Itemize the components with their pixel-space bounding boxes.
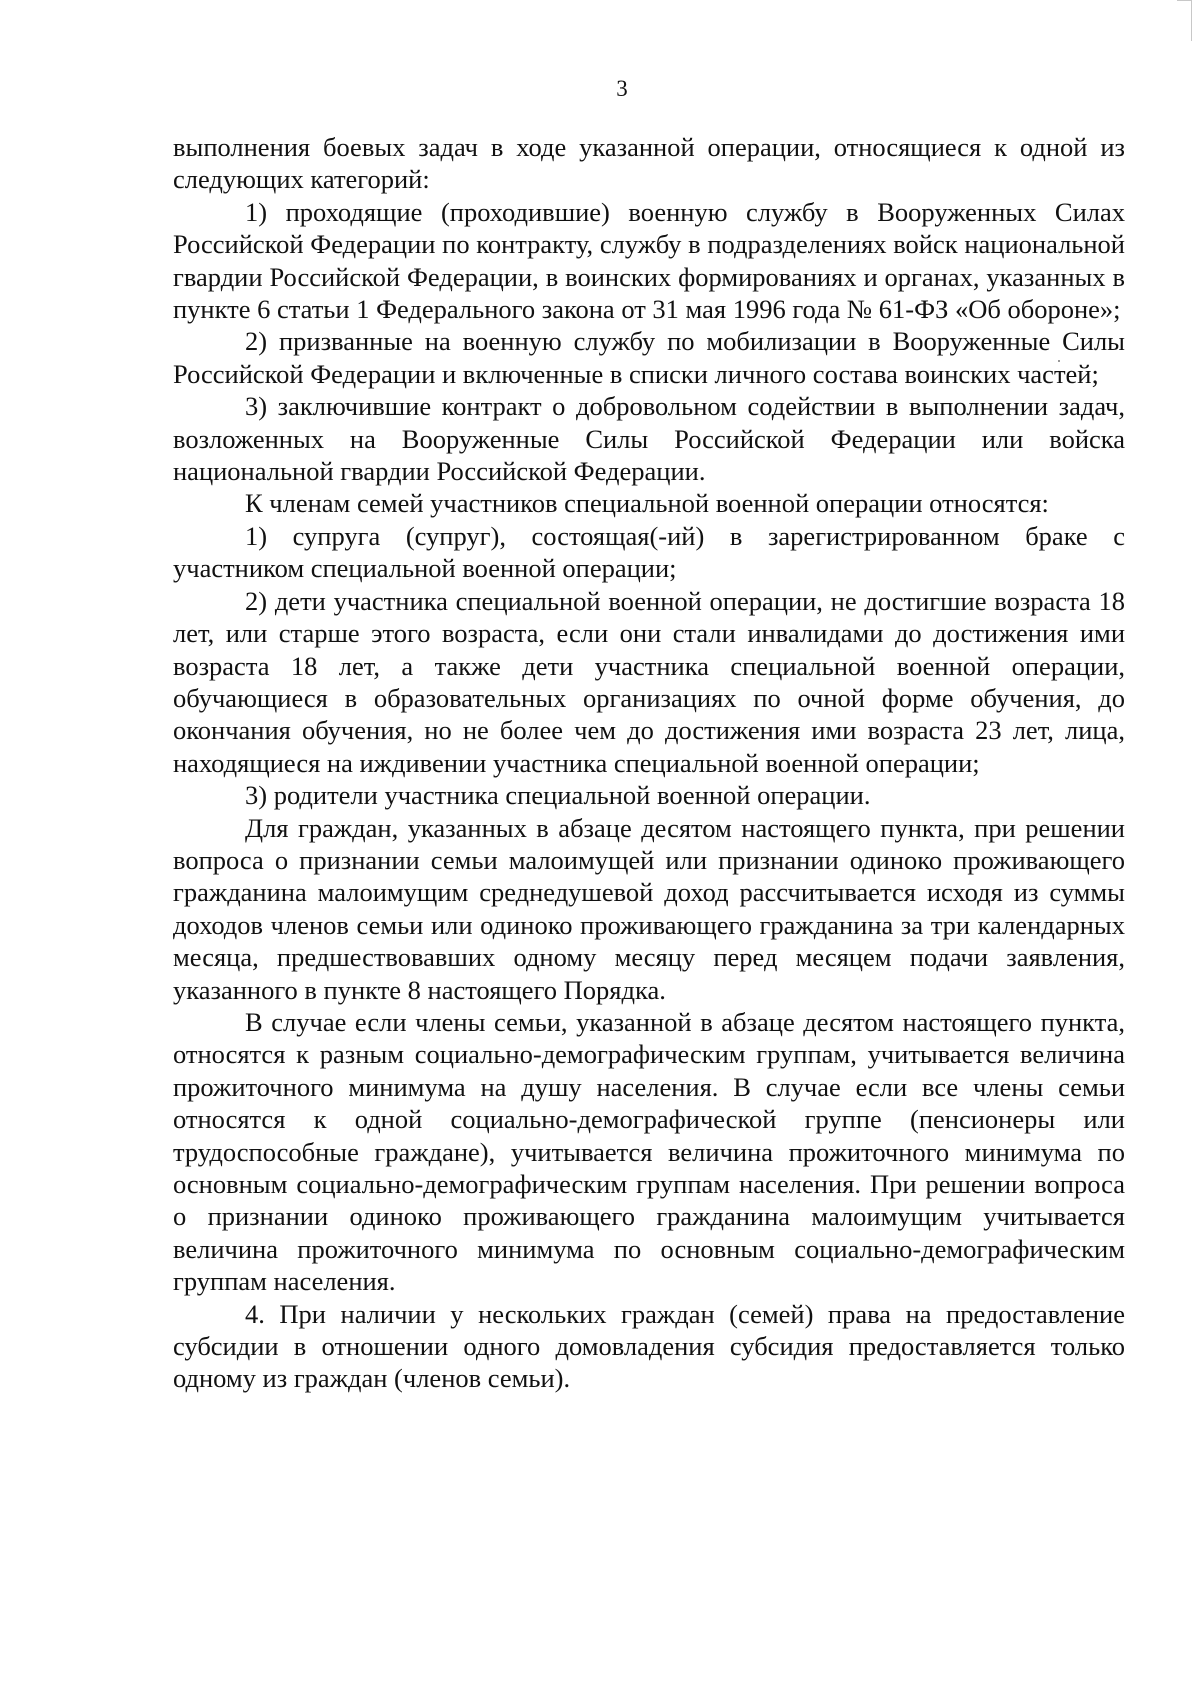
paragraph-item-4: 4. При наличии у нескольких граждан (семей) права на предоставление субсидии в отношении одного домовладения субсидия предоставляется только одному из граждан (членов семьи). xyxy=(173,1298,1125,1394)
paragraph-family-spouse: 1) супруга (супруг), состоящая(-ий) в зарегистрированном браке с участником специальной военной операции; xyxy=(173,520,1125,584)
paragraph-income-calculation: Для граждан, указанных в абзаце десятом настоящего пункта, при решении вопроса о признании семьи малоимущей или признании одиноко проживающего гражданина малоимущим среднедушевой доход рассчитывается исходя из суммы доходов членов семьи или одиноко проживающего гражданина за три календарных месяца, предшествовавших одному месяцу перед месяцем подачи заявления, указанного в пункте 8 настоящего Порядка. xyxy=(173,812,1125,1005)
page-number: 3 xyxy=(616,76,628,101)
document-body xyxy=(173,131,1125,1395)
paragraph-category-3: 3) заключившие контракт о добровольном содействии в выполнении задач, возложенных на Вооруженные Силы Российской Федерации или войска национальной гвардии Российской Федерации. xyxy=(173,391,1125,487)
paragraph-family-children: 2) дети участника специальной военной операции, не достигшие возраста 18 лет, или старше этого возраста, если они стали инвалидами до достижения ими возраста 18 лет, а также дети участника специальной военной операции, обучающиеся в образовательных организациях по очной форме обучения, до окончания обучения, но не более чем до достижения ими возраста 23 лет, лица, находящиеся на иждивении участника специальной военной операции; xyxy=(173,585,1125,778)
paragraph-family-members-intro: К членам семей участников специальной военной операции относятся: xyxy=(245,488,1049,519)
scan-edge-mark xyxy=(1177,0,1192,41)
paragraph-category-2: 2) призванные на военную службу по мобилизации в Вооруженные Силы Российской Федерации и включенные в списки личного состава воинских частей; xyxy=(173,326,1125,389)
paragraph-continuation: выполнения боевых задач в ходе указанной операции, относящиеся к одной из следующих категорий: xyxy=(173,132,1125,195)
paragraph-subsistence-minimum: В случае если члены семьи, указанной в абзаце десятом настоящего пункта, относятся к разным социально-демографическим группам, учитывается величина прожиточного минимума на душу населения. В случае если все члены семьи относятся к одной социально-демографической группе (пенсионеры или трудоспособные граждане), учитывается величина прожиточного минимума по основным социально-демографическим группам населения. При решении вопроса о признании одиноко проживающего гражданина малоимущим учитывается величина прожиточного минимума по основным социально-демографическим группам населения. xyxy=(173,1006,1125,1297)
paragraph-family-parents: 3) родители участника специальной военной операции. xyxy=(245,780,871,811)
paragraph-category-1: 1) проходящие (проходившие) военную службу в Вооруженных Силах Российской Федерации по контракту, службу в подразделениях войск национальной гвардии Российской Федерации, в воинских формированиях и органах, указанных в пункте 6 статьи 1 Федерального закона от 31 мая 1996 года № 61-ФЗ «Об обороне»; xyxy=(173,196,1125,325)
